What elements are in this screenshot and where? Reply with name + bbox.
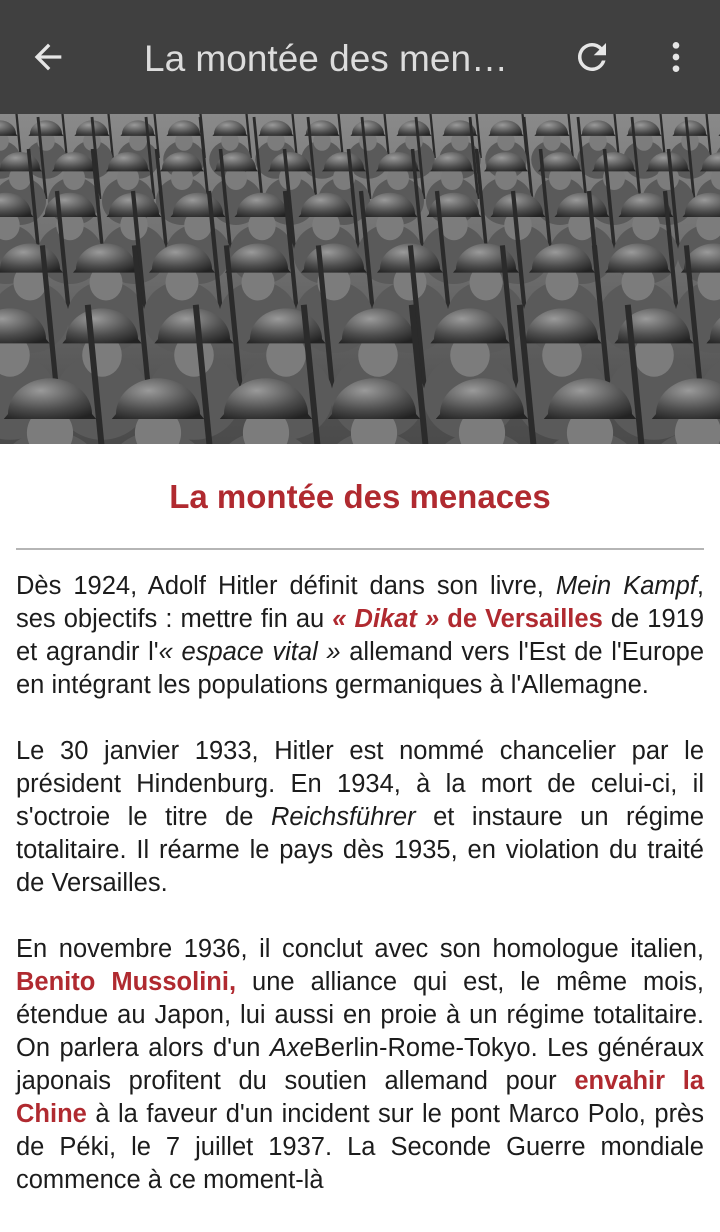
link-dikat[interactable]: « Dikat » xyxy=(332,605,440,633)
more-options-button[interactable] xyxy=(640,21,712,93)
title-divider xyxy=(16,548,704,550)
emphasis-axe: Axe xyxy=(269,1034,314,1062)
text-span: et instaure un régime totalitaire. Il réarme le pays dès 1935, en violation du traité de Versailles. xyxy=(16,803,704,897)
top-app-bar xyxy=(0,0,720,114)
text-span: Dès 1924, Adolf Hitler définit dans son livre, xyxy=(16,572,556,600)
link-envahir-chine[interactable]: envahir la Chine xyxy=(16,1067,705,1128)
text-span: , ses objectifs : mettre fin au xyxy=(16,572,704,633)
text-span: Le 30 janvier 1933, Hitler est nommé chancelier par le président Hindenburg. En 1934, à la mort de celui-ci, il s'octroie le titre de xyxy=(16,737,704,831)
soldiers-marching-photo xyxy=(0,114,720,444)
emphasis-espace-vital: « espace vital » xyxy=(158,638,341,666)
text-span: une alliance qui est, le même mois, étendue au Japon, lui aussi en proie à un régime totalitaire. On parlera alors d'un xyxy=(16,968,704,1062)
hero-image xyxy=(0,114,720,444)
paragraph-2 xyxy=(16,735,704,900)
refresh-icon xyxy=(571,36,613,78)
arrow-left-icon xyxy=(28,37,68,77)
more-vert-icon xyxy=(656,37,696,77)
text-span: de 1919 et agrandir l' xyxy=(16,605,704,666)
back-button[interactable] xyxy=(12,21,84,93)
link-versailles[interactable]: de Versailles xyxy=(439,605,603,633)
book-title: Mein Kampf xyxy=(555,572,697,600)
article xyxy=(16,444,704,1197)
emphasis-reichsfuhrer: Reichsführer xyxy=(271,803,416,831)
page-title: La montée des men… xyxy=(144,38,509,79)
article-title: La montée des menaces xyxy=(169,478,551,515)
text-span: Berlin-Rome-Tokyo. Les généraux japonais profitent du soutien allemand pour xyxy=(16,1034,704,1095)
paragraph-3 xyxy=(16,933,704,1197)
paragraph-1 xyxy=(16,570,704,702)
text-span: à la faveur d'un incident sur le pont Marco Polo, près de Péki, le 7 juillet 1937. La Seconde Guerre mondiale commence à ce moment-là xyxy=(16,1100,704,1194)
text-span: allemand vers l'Est de l'Europe en intégrant les populations germaniques à l'Allemagne. xyxy=(16,638,704,699)
refresh-button[interactable] xyxy=(556,21,628,93)
text-span: En novembre 1936, il conclut avec son homologue italien, xyxy=(16,935,704,963)
link-mussolini[interactable]: Benito Mussolini, xyxy=(16,968,237,996)
